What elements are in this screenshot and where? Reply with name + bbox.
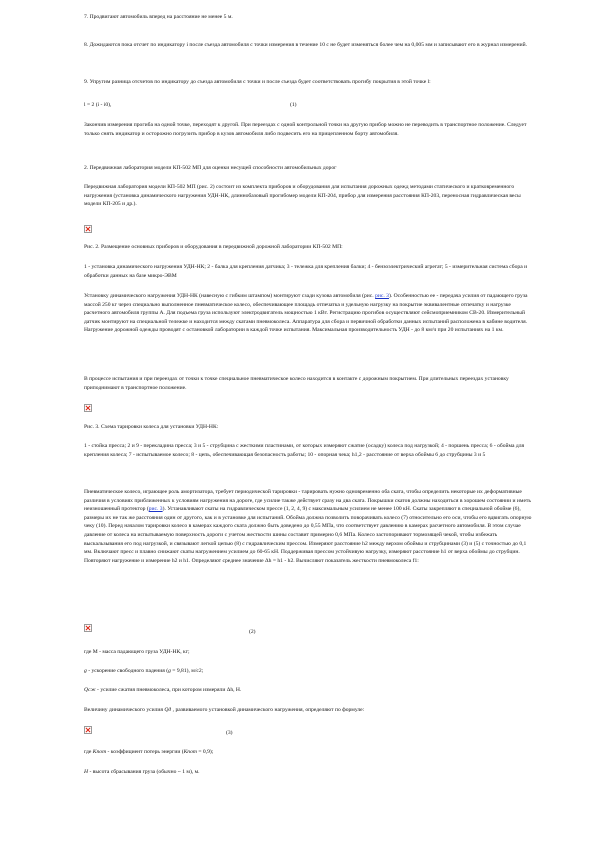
paragraph-step-8: 8. Дожидаются пока отсчет по индикатору i после съезда автомобиля с точки измерения в течение 10 с не будет изменяться более чем на 0,005 мм и записывают его в журнал измерений. [84, 42, 527, 48]
paragraph-measurement-note: Закончив измерения прогиба на одной точке, переходят к другой. При переездах с одной контрольной точки на другую прибор можно не переводить в транспортное положение. Следует только снять индикатор и осторожно погрузить прибор в кузов автомобиля либо подвесить его на прицепленном борту автомобиля. [84, 122, 527, 137]
figure-3-caption: Рис. 3. Схема тарировки колеса для установки УДН-НК: [84, 424, 219, 430]
paragraph-step-7: 7. Продвигают автомобиль вперед на расстояние не менее 5 м. [84, 14, 233, 20]
formula-3-broken-image-icon [84, 726, 92, 734]
formula-3-number: (3) [226, 730, 233, 736]
figure-2-broken-image-icon [84, 225, 92, 233]
variable-k-line: где Kпот - коэффициент потерь энергии (Kпот = 0,9); [84, 749, 214, 755]
paragraph-wheel-calibration: Пневматическое колесо, играющее роль амортизатора, требует периодической тарировки - тарировать нужно одновременно оба ската, чтобы определить некоторые их деформативные различия в условиях приближенных к условиям нагружения на дороге, где усилие также действует сразу на два ската. Покрышки скатов должны находиться в хорошем состоянии и иметь неизношенный протектор (рис. 3). Устанавливают скаты на гидравлическом прессе (1, 2, 4, 9) с максимальным усилием не менее 100 кН. Скаты закрепляют в специальной обойме (6), размеры их не так же расстояния один от другого, как и в установке для испытаний. Обойма должна позволить поворачивать колесо (7) относительно его оси, чтобы его вдвигать опорную чеку (10). Перед началом тарировки колесо в камерах каждого ската должно быть доведено до 0,55 МПа, что соответствует давлению в камерах расчетного автомобиля. В этом случае давление от колеса на испытываемую поверхность дороги с учетом жесткости шины составит примерно 0,6 МПа. Колесо застопоривают тормозящей чекой, чтобы избежать выскальзывания его под нагрузкой, и связывают легкой цепью (8) с гидравлическим прессом. Измеряют расстояние h2 между верхом обоймы и струбцинами (3) и (5) с точностью до 0,1 мм. Включают пресс и плавно снижают скаты нагружением усилием до 60-65 кН. Поддерживая прессом устойчивую нагрузку, измеряют расстояние h1 от верха обоймы до струбцин. Повторяют нагружение и измерение h2 и h1. Определяют среднее значение Δh = h1 - h2. Вычисляют показатель жесткости пневмоколеса f1: [84, 489, 532, 564]
figure-2-legend: 1 - установка динамического нагружения УДН-НК; 2 - балка для крепления датчика; 3 - тележка для крепления балки; 4 - бензоэлектрический агрегат; 5 - измерительная система сбора и обработки данных на базе микро-ЭВМ [84, 264, 528, 279]
paragraph-udn-installation: Установку динамического нагружения УДН-НК (навесную с гибким штампом) монтируют сзади кузова автомобиля (рис. рис. 3). Особенностью ее - передача усилия от падающего груза массой 250 кг через специально выполненное пневматическое колесо, обеспечивающее площадь отпечатка и удельную нагрузку на покрытие эквивалентные отпечатку и нагрузке расчетного автомобиля группы А. Для подъема груза используют электродвигатель мощностью 1 кВт. Регистрацию прогибов осуществляют сейсмоприемником СВ-20. Измерительный датчик монтируют на специальной тележке и находится между скатами пневмоколеса. Аппаратура для сбора и первичной обработки данных испытаний расположена в кабине водителя. Нагружение дорожной одежды проводят с остановкой лаборатории в каждой точке испытания. Максимальная производительность УДН - до 8 км/ч при 20 испытаниях на 1 км. [84, 293, 528, 334]
figure-3-broken-image-icon [84, 404, 92, 412]
section-heading-lab: 2. Передвижная лаборатория модели КП-502 МП для оценки несущей способности автомобильных дорог [84, 165, 337, 171]
variable-q-line: Qсж - усилие сжатия пневмоколеса, при котором измеряли Δh, Н. [84, 687, 242, 693]
figure-3-link[interactable]: рис. 3 [375, 293, 389, 299]
formula-1-row [84, 101, 536, 110]
paragraph-step-9: 9. Упругим разница отсчетов по индикатору до съезда автомобиля с точки и после съезда будет соответствовать прогибу покрытия в этой точке l: [84, 79, 431, 85]
figure-3-legend: 1 - стойка пресса; 2 и 9 - перекладина пресса; 3 и 5 - струбцина с жесткими пластинами, от которых измеряют сжатие (осадку) колеса под нагрузкой; 4 - поршень пресса; 6 - обойма для крепления колеса; 7 - испытываемое колесо; 8 - цепь, обеспечивающая безопасность работы; 10 - опорная чека; h1,2 - расстояние от верха обоймы 6 до струбцины 3 и 5 [84, 443, 525, 458]
paragraph-dynamic-force: Величину динамического усилия Qд , развиваемого установкой динамического нагружения, определяют по формуле: [84, 707, 365, 713]
variable-m-line: где M - масса падающего груза УДН-НК, кг; [84, 649, 190, 655]
formula-1: l = 2 (i - i0), [84, 102, 112, 108]
variable-h-line: H - высота сбрасывания груза (обычно ~ 1 м), м. [84, 769, 200, 775]
figure-2-caption: Рис. 2. Размещение основных приборов и оборудования в передвижной дорожной лаборатории КП-502 МП: [84, 244, 343, 250]
paragraph-lab-description: Передвижная лаборатория модели КП-502 МП (рис. 2) состоит из комплекта приборов и оборудования для испытания дорожных одежд методами статического и кратковременного нагружения (установка динамического нагружения УДН-НК, длиннобазовый прогибомер модели КП-204, прибор для измерения расстояния КП-203, переносная гидравлическая весы модели КП-205 и др.). [84, 184, 521, 208]
figure-3-link-2[interactable]: рис. 3 [148, 506, 163, 513]
variable-g-line: g - ускорение свободного падения (g = 9,81), м/с2; [84, 668, 204, 674]
formula-2-broken-image-icon [84, 624, 92, 632]
paragraph-transport-position: В процессе испытания и при переездах от точки к точке специальное пневматическое колесо находится в контакте с дорожным покрытием. При длительных переездах установку приподнимают в транспортное положение. [84, 376, 509, 391]
formula-2-number: (2) [249, 629, 256, 635]
formula-1-number: (1) [290, 102, 297, 108]
